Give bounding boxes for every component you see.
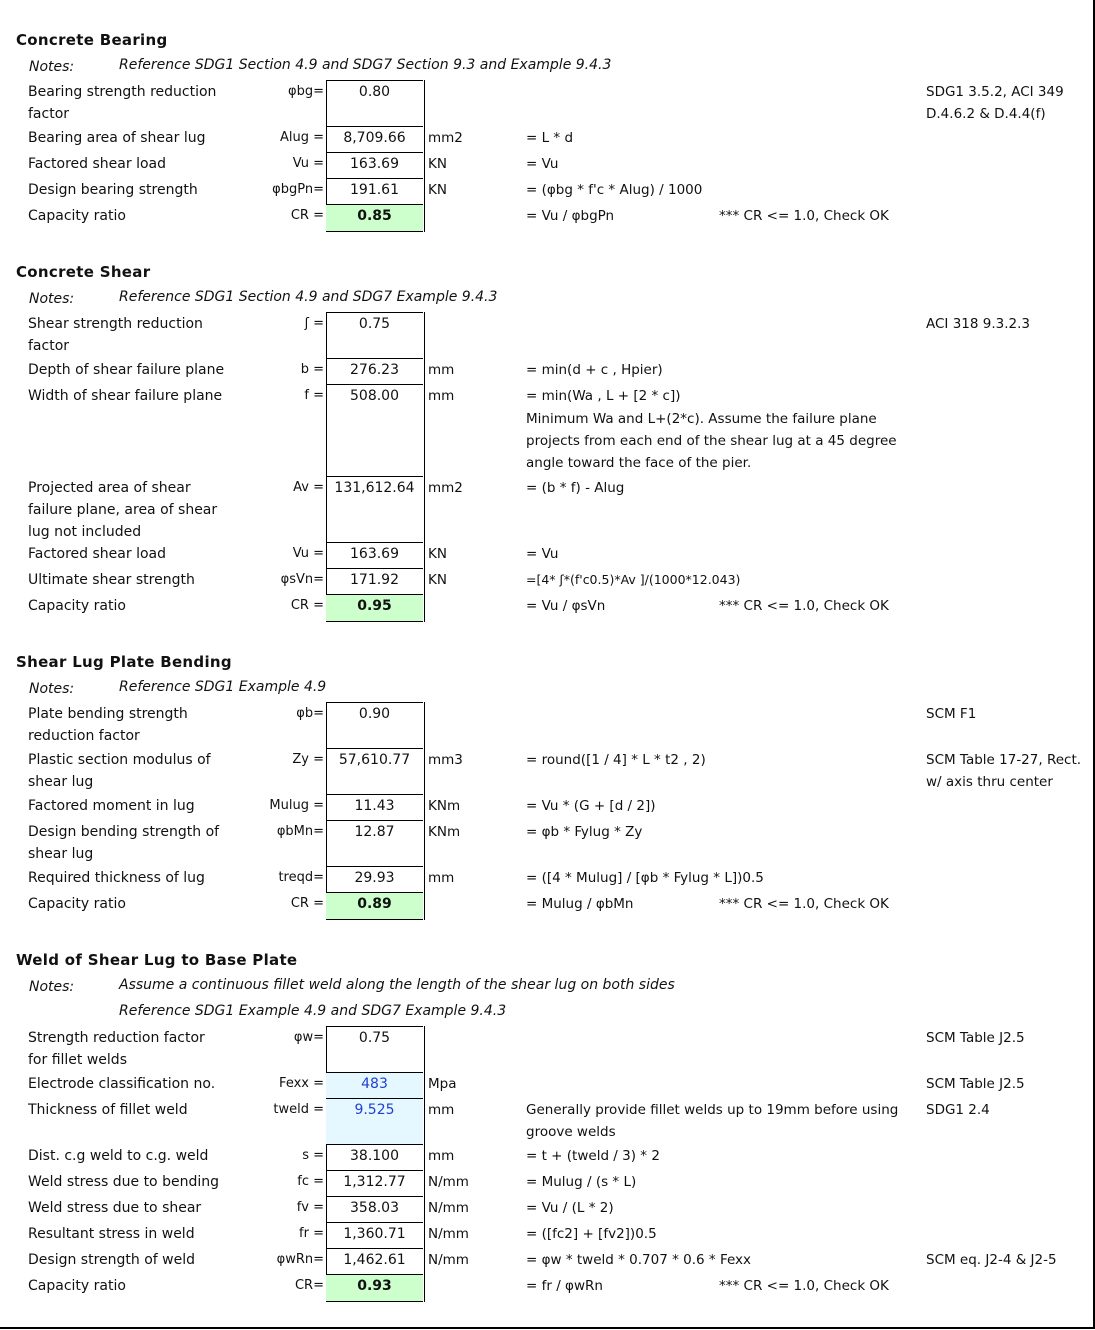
row-label: Dist. c.g weld to c.g. weld	[28, 1148, 209, 1164]
note-text: Reference SDG1 Section 4.9 and SDG7 Section 9.3 and Example 9.4.3	[119, 57, 612, 73]
row-symbol: fc =	[297, 1174, 324, 1189]
notes-label: Notes:	[29, 681, 75, 697]
row-unit: mm2	[428, 480, 463, 496]
row-label: Weld stress due to shear	[28, 1200, 202, 1216]
check-status: *** CR <= 1.0, Check OK	[719, 1278, 889, 1294]
row-formula: = Mulug / (s * L)	[526, 1174, 637, 1190]
value-cell[interactable]: 38.100	[326, 1144, 423, 1171]
row-symbol: φbg=	[288, 84, 324, 99]
value-cell[interactable]: 0.75	[326, 312, 423, 359]
value-cell[interactable]: 0.80	[326, 80, 423, 127]
row-formula: = φb * Fylug * Zy	[526, 824, 643, 840]
row-symbol: CR =	[290, 208, 324, 223]
row-symbol: Fexx =	[279, 1076, 324, 1091]
row-unit: mm	[428, 388, 455, 404]
row-symbol: CR =	[290, 598, 324, 613]
row-unit: N/mm	[428, 1200, 469, 1216]
comment-text: Minimum Wa and L+(2*c). Assume the failure plane projects from each end of the shear lug at a 45 degree angle toward the face of the pier.	[526, 411, 897, 471]
side-reference: SCM F1	[926, 706, 977, 722]
row-label: Factored shear load	[28, 156, 166, 172]
note-text: Assume a continuous fillet weld along the length of the shear lug on both sides	[119, 977, 675, 993]
row-label: Design bearing strength	[28, 182, 198, 198]
value-cell[interactable]: 1,312.77	[326, 1170, 423, 1197]
row-label: Capacity ratio	[28, 208, 126, 224]
capacity-ratio-cell[interactable]: 0.95	[326, 594, 423, 622]
row-unit: KN	[428, 572, 447, 588]
row-symbol: φbgPn=	[272, 182, 324, 197]
value-cell[interactable]: 11.43	[326, 794, 423, 821]
capacity-ratio-cell[interactable]: 0.85	[326, 204, 423, 232]
row-symbol: φsVn=	[280, 572, 324, 587]
row-label: Plate bending strength reduction factor	[28, 706, 188, 744]
row-symbol: fv =	[296, 1200, 324, 1215]
row-label: Design strength of weld	[28, 1252, 195, 1268]
row-symbol: φw=	[293, 1030, 324, 1045]
row-formula: = Vu / φbgPn	[526, 208, 615, 224]
row-unit: KNm	[428, 798, 461, 814]
row-unit: Mpa	[428, 1076, 457, 1092]
row-formula: = Vu	[526, 546, 559, 562]
row-unit: N/mm	[428, 1226, 469, 1242]
check-status: *** CR <= 1.0, Check OK	[719, 896, 889, 912]
notes-label: Notes:	[29, 291, 75, 307]
section-title-weld: Weld of Shear Lug to Base Plate	[16, 951, 298, 969]
value-cell[interactable]: 57,610.77	[326, 748, 423, 795]
side-reference: SDG1 3.5.2, ACI 349	[926, 84, 1064, 100]
comment-text: Generally provide fillet welds up to 19mm before using groove welds	[526, 1102, 899, 1140]
row-label: Ultimate shear strength	[28, 572, 195, 588]
side-reference: SCM eq. J2-4 & J2-5	[926, 1252, 1057, 1268]
row-label: Capacity ratio	[28, 598, 126, 614]
row-label: Bearing area of shear lug	[28, 130, 206, 146]
row-label: Capacity ratio	[28, 1278, 126, 1294]
row-formula: = fr / φwRn	[526, 1278, 603, 1294]
value-cell[interactable]: 0.75	[326, 1026, 423, 1073]
row-label: Weld stress due to bending	[28, 1174, 219, 1190]
row-symbol: treqd=	[278, 870, 324, 885]
row-label: Resultant stress in weld	[28, 1226, 195, 1242]
value-cell[interactable]: 276.23	[326, 358, 423, 385]
row-formula: = Vu * (G + [d / 2])	[526, 798, 656, 814]
row-symbol: tweld =	[273, 1102, 324, 1117]
row-formula: = round([1 / 4] * L * t2 , 2)	[526, 752, 706, 768]
value-cell[interactable]: 1,360.71	[326, 1222, 423, 1249]
value-cell[interactable]: 508.00	[326, 384, 423, 477]
row-label: Electrode classification no.	[28, 1076, 216, 1092]
row-label: Depth of shear failure plane	[28, 362, 225, 378]
row-formula: = Vu	[526, 156, 559, 172]
row-formula: = L * d	[526, 130, 574, 146]
row-label: Design bending strength of shear lug	[28, 824, 220, 862]
row-symbol: ʃ =	[304, 316, 324, 331]
row-symbol: Vu =	[292, 156, 324, 171]
value-cell[interactable]: 191.61	[326, 178, 423, 205]
row-formula: =[4* ʃ*(f'c0.5)*Av ]/(1000*12.043)	[526, 572, 741, 587]
row-symbol: Alug =	[279, 130, 324, 145]
row-unit: KNm	[428, 824, 461, 840]
value-cell[interactable]: 12.87	[326, 820, 423, 867]
row-symbol: f =	[304, 388, 324, 403]
row-label: Factored moment in lug	[28, 798, 195, 814]
row-unit: KN	[428, 182, 447, 198]
row-unit: mm	[428, 870, 455, 886]
note-text: Reference SDG1 Section 4.9 and SDG7 Example 9.4.3	[119, 289, 498, 305]
row-unit: KN	[428, 156, 447, 172]
row-formula: = Mulug / φbMn	[526, 896, 634, 912]
value-cell[interactable]: 358.03	[326, 1196, 423, 1223]
row-label: Width of shear failure plane	[28, 388, 223, 404]
row-symbol: φbMn=	[276, 824, 324, 839]
row-unit: KN	[428, 546, 447, 562]
row-formula: = (φbg * f'c * Alug) / 1000	[526, 182, 703, 198]
side-reference: ACI 318 9.3.2.3	[926, 316, 1030, 332]
row-symbol: CR=	[294, 1278, 324, 1293]
row-formula: = Vu / φsVn	[526, 598, 606, 614]
row-unit: N/mm	[428, 1174, 469, 1190]
row-unit: mm2	[428, 130, 463, 146]
value-cell[interactable]: 131,612.64	[326, 476, 423, 543]
section-title-concrete-bearing: Concrete Bearing	[16, 31, 168, 49]
row-unit: mm	[428, 1148, 455, 1164]
row-formula: = φw * tweld * 0.707 * 0.6 * Fexx	[526, 1252, 752, 1268]
row-symbol: Vu =	[292, 546, 324, 561]
row-symbol: φwRn=	[276, 1252, 324, 1267]
row-formula: = Vu / (L * 2)	[526, 1200, 614, 1216]
row-label: Plastic section modulus of shear lug	[28, 752, 211, 790]
row-label: Capacity ratio	[28, 896, 126, 912]
value-cell[interactable]: 171.92	[326, 568, 423, 595]
row-label: Required thickness of lug	[28, 870, 205, 886]
side-reference: SCM Table 17-27, Rect.	[926, 752, 1082, 768]
value-cell[interactable]: 1,462.61	[326, 1248, 423, 1275]
row-formula: = min(d + c , Hpier)	[526, 362, 663, 378]
value-cell[interactable]: 8,709.66	[326, 126, 423, 153]
side-reference: D.4.6.2 & D.4.4(f)	[926, 106, 1046, 122]
note-text: Reference SDG1 Example 4.9	[119, 679, 327, 695]
check-status: *** CR <= 1.0, Check OK	[719, 598, 889, 614]
section-title-concrete-shear: Concrete Shear	[16, 263, 151, 281]
electrode-input[interactable]: 483	[326, 1072, 423, 1099]
row-label: Factored shear load	[28, 546, 166, 562]
row-symbol: φb=	[296, 706, 324, 721]
row-label: Strength reduction factor for fillet welds	[28, 1030, 205, 1068]
row-symbol: s =	[302, 1148, 324, 1163]
capacity-ratio-cell[interactable]: 0.93	[326, 1274, 423, 1302]
weld-thickness-input[interactable]: 9.525	[326, 1098, 423, 1145]
row-formula: = (b * f) - Alug	[526, 480, 625, 496]
row-symbol: Mulug =	[269, 798, 324, 813]
row-label: Projected area of shear failure plane, area of shear lug not included	[28, 480, 218, 540]
capacity-ratio-cell[interactable]: 0.89	[326, 892, 423, 920]
row-formula: = ([fc2] + [fv2])0.5	[526, 1226, 657, 1242]
row-unit: N/mm	[428, 1252, 469, 1268]
section-title-plate-bending: Shear Lug Plate Bending	[16, 653, 232, 671]
notes-label: Notes:	[29, 979, 75, 995]
row-symbol: Zy =	[292, 752, 324, 767]
value-cell[interactable]: 29.93	[326, 866, 423, 893]
notes-label: Notes:	[29, 59, 75, 75]
value-cell[interactable]: 163.69	[326, 542, 423, 569]
row-formula: = t + (tweld / 3) * 2	[526, 1148, 660, 1164]
side-reference: SCM Table J2.5	[926, 1076, 1025, 1092]
row-symbol: b =	[300, 362, 324, 377]
side-reference: w/ axis thru center	[926, 774, 1053, 790]
note-text: Reference SDG1 Example 4.9 and SDG7 Example 9.4.3	[119, 1003, 507, 1019]
check-status: *** CR <= 1.0, Check OK	[719, 208, 889, 224]
row-symbol: fr =	[299, 1226, 324, 1241]
side-reference: SDG1 2.4	[926, 1102, 990, 1118]
value-cell[interactable]: 163.69	[326, 152, 423, 179]
row-symbol: Av =	[293, 480, 324, 495]
row-unit: mm	[428, 362, 455, 378]
row-label: Thickness of fillet weld	[28, 1102, 188, 1118]
row-unit: mm	[428, 1102, 455, 1118]
row-symbol: CR =	[290, 896, 324, 911]
side-reference: SCM Table J2.5	[926, 1030, 1025, 1046]
row-label: Bearing strength reduction factor	[28, 84, 217, 122]
row-formula: = ([4 * Mulug] / [φb * Fylug * L])0.5	[526, 870, 764, 886]
row-formula: = min(Wa , L + [2 * c])	[526, 388, 681, 404]
row-label: Shear strength reduction factor	[28, 316, 203, 354]
value-cell[interactable]: 0.90	[326, 702, 423, 749]
row-unit: mm3	[428, 752, 463, 768]
